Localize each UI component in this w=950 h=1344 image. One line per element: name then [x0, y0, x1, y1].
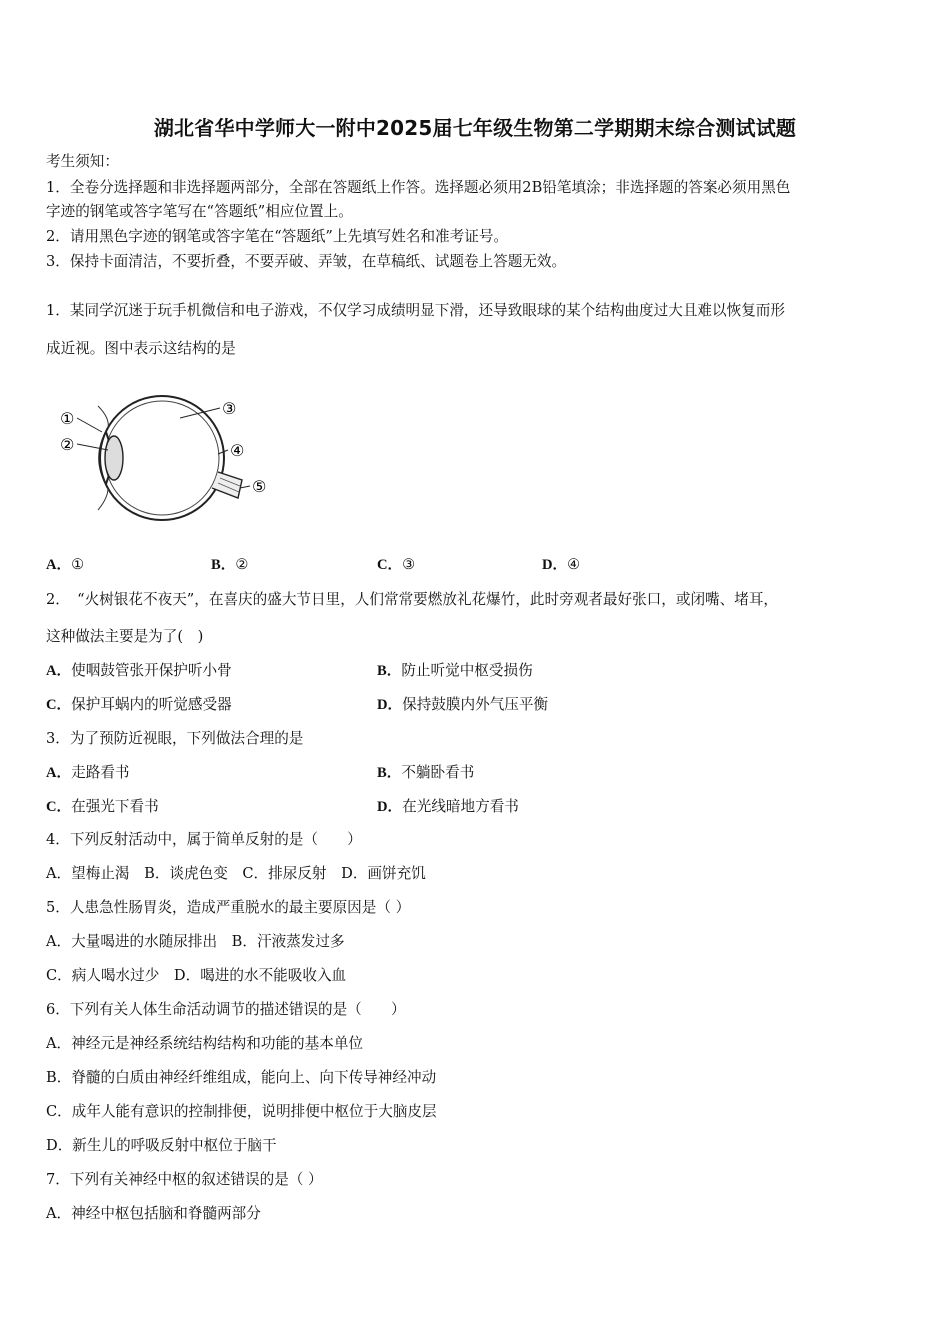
q2-option-c: [46, 695, 232, 715]
q1-stem-line-2: 成近视。图中表示这结构的是: [46, 340, 236, 357]
q7-option-a: A．神经中枢包括脑和脊髓两部分: [46, 1205, 261, 1222]
eyeball-diagram: [50, 388, 275, 528]
q3-option-a-letter: A．: [46, 765, 72, 781]
q1-option-a: [46, 555, 84, 575]
q2-option-c-letter: C．: [46, 697, 72, 713]
q6-option-c: C．成年人能有意识的控制排便，说明排便中枢位于大脑皮层: [46, 1103, 437, 1120]
q2-option-a-text: 使咽鼓管张开保护听小骨: [71, 662, 232, 679]
q1-option-c: [377, 555, 415, 575]
q2-option-c-text: 保护耳蜗内的听觉感受器: [71, 696, 232, 713]
q1-option-b-text: ②: [235, 556, 249, 573]
q1-option-d: [542, 555, 580, 575]
q1-option-a-text: ①: [71, 556, 85, 573]
q3-option-b-letter: B．: [377, 765, 402, 781]
q1-option-b: [211, 555, 248, 575]
q1-option-d-letter: D．: [542, 557, 568, 573]
q2-option-b: [377, 661, 533, 681]
q2-option-b-letter: B．: [377, 663, 402, 679]
q3-option-a-text: 走路看书: [71, 764, 130, 781]
q7-stem: 7．下列有关神经中枢的叙述错误的是（ ）: [46, 1171, 323, 1188]
q3-stem: 3．为了预防近视眼，下列做法合理的是: [46, 730, 304, 747]
q2-option-d: [377, 695, 548, 715]
q2-stem-line-1: 2． “火树银花不夜天”，在喜庆的盛大节日里，人们常常要燃放礼花爆竹，此时旁观者最好张口，或闭嘴、堵耳，: [46, 591, 779, 608]
q2-option-b-text: 防止听觉中枢受损伤: [401, 662, 533, 679]
q3-option-d: [377, 797, 519, 817]
page-title: 湖北省华中学师大一附中2025届七年级生物第二学期期末综合测试试题: [153, 116, 797, 140]
q1-option-d-text: ④: [567, 556, 581, 573]
figure-label-3: ③: [222, 399, 237, 418]
notice-item-1-line-1: 1．全卷分选择题和非选择题两部分，全部在答题纸上作答。选择题必须用2B铅笔填涂；非选择题的答案必须用黑色: [46, 179, 791, 196]
q1-option-c-letter: C．: [377, 557, 403, 573]
q3-option-a: [46, 763, 130, 783]
q6-option-d: D．新生儿的呼吸反射中枢位于脑干: [46, 1137, 277, 1154]
q5-stem: 5．人患急性肠胃炎，造成严重脱水的最主要原因是（ ）: [46, 899, 411, 916]
notice-item-1-line-2: 字迹的钢笔或答字笔写在“答题纸”相应位置上。: [46, 203, 353, 220]
q3-option-c-letter: C．: [46, 799, 72, 815]
q2-stem-line-2: 这种做法主要是为了( ): [46, 628, 204, 645]
q4-stem: 4．下列反射活动中，属于简单反射的是（ ）: [46, 831, 362, 848]
q6-option-a: A．神经元是神经系统结构结构和功能的基本单位: [46, 1035, 364, 1052]
q1-stem-line-1: 1．某同学沉迷于玩手机微信和电子游戏，不仅学习成绩明显下滑，还导致眼球的某个结构曲度过大且难以恢复而形: [46, 302, 785, 319]
q5-options-line-2: C．病人喝水过少 D．喝进的水不能吸收入血: [46, 967, 347, 984]
q6-option-b: B．脊髓的白质由神经纤维组成，能向上、向下传导神经冲动: [46, 1069, 437, 1086]
q1-option-c-text: ③: [402, 556, 416, 573]
q2-option-d-letter: D．: [377, 697, 403, 713]
figure-label-1: ①: [60, 409, 75, 428]
q2-option-a: [46, 661, 232, 681]
q3-option-d-text: 在光线暗地方看书: [402, 798, 519, 815]
q2-option-a-letter: A．: [46, 663, 72, 679]
q3-option-b-text: 不躺卧看书: [401, 764, 475, 781]
q1-option-b-letter: B．: [211, 557, 236, 573]
q6-stem: 6．下列有关人体生命活动调节的描述错误的是（ ）: [46, 1001, 406, 1018]
figure-label-2: ②: [60, 435, 75, 454]
q2-option-d-text: 保持鼓膜内外气压平衡: [402, 696, 549, 713]
notice-heading: 考生须知：: [46, 153, 119, 170]
notice-item-2: 2．请用黑色字迹的钢笔或答字笔在“答题纸”上先填写姓名和准考证号。: [46, 228, 509, 245]
figure-label-5: ⑤: [252, 477, 267, 496]
q5-options-line-1: A．大量喝进的水随尿排出 B．汗液蒸发过多: [46, 933, 345, 950]
q3-option-d-letter: D．: [377, 799, 403, 815]
q1-option-a-letter: A．: [46, 557, 72, 573]
q3-option-c: [46, 797, 159, 817]
q3-option-b: [377, 763, 474, 783]
notice-item-3: 3．保持卡面清洁，不要折叠，不要弄破、弄皱，在草稿纸、试题卷上答题无效。: [46, 253, 567, 270]
q3-option-c-text: 在强光下看书: [71, 798, 159, 815]
q4-options: A．望梅止渴 B．谈虎色变 C．排尿反射 D．画饼充饥: [46, 865, 426, 882]
figure-label-4: ④: [230, 441, 245, 460]
